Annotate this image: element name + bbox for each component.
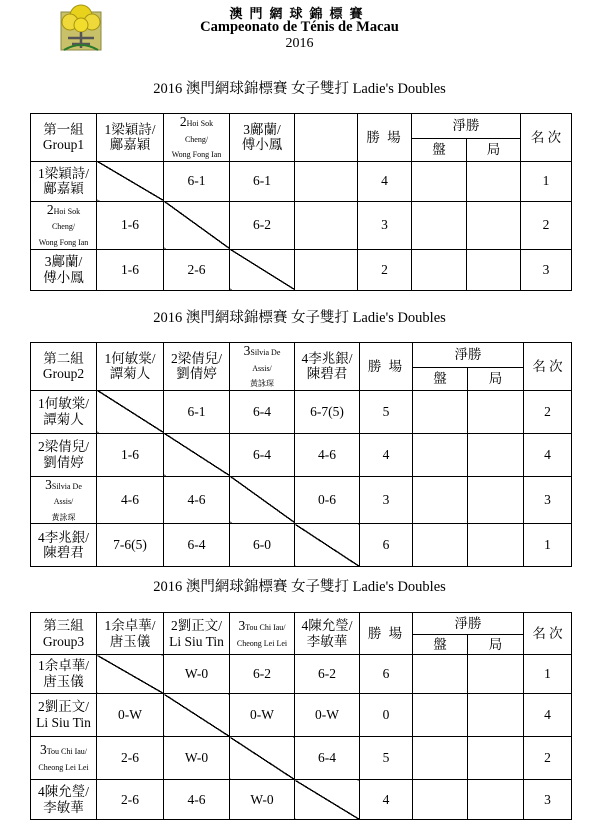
player-name-line1: 鄺蘭/ [249, 121, 281, 137]
player-name-line2: 劉倩婷 [176, 366, 217, 382]
games-cell [468, 694, 524, 737]
table-row [31, 161, 572, 201]
group-label [31, 343, 97, 391]
table-row [31, 655, 572, 694]
games-cell [468, 780, 524, 820]
player-column-header [164, 114, 230, 162]
group-label-cn: 第三組 [43, 617, 84, 633]
wins-cell: 4 [360, 780, 413, 820]
group-title: 2016 澳門網球錦標賽 女子雙打 Ladie's Doubles [153, 579, 446, 595]
score-cell: 6-4 [230, 390, 295, 433]
player-name-line2: Cheong Lei Lei [38, 763, 89, 772]
table-row [31, 433, 572, 476]
player-name-line2: 傅小鳳 [43, 269, 84, 285]
score-cell: 0-6 [295, 476, 360, 524]
games-cell [468, 433, 524, 476]
table-row [31, 390, 572, 433]
table-row [31, 780, 572, 820]
player-name-line1: 余卓華/ [44, 658, 89, 674]
score-cell: 1-6 [97, 433, 164, 476]
player-column-header [230, 343, 295, 391]
games-header: 局 [467, 138, 521, 161]
player-name-line1: Silvia De [250, 348, 281, 357]
player-number: 1 [37, 165, 45, 181]
rank-cell: 1 [521, 161, 572, 201]
player-name-line1: Silvia De [51, 481, 82, 491]
rank-cell: 4 [524, 694, 572, 737]
sets-cell [413, 476, 468, 524]
score-cell: 6-1 [164, 390, 230, 433]
wins-header: 勝 場 [360, 343, 413, 391]
rank-cell: 3 [521, 249, 572, 290]
net-wins-header: 淨勝 [413, 613, 524, 635]
wins-cell: 5 [360, 390, 413, 433]
player-column-header [295, 343, 360, 391]
title-portuguese: Campeonato de Ténis de Macau [200, 19, 399, 35]
score-cell: 1-6 [97, 201, 164, 249]
score-cell: W-0 [230, 780, 295, 820]
player-name-line1: 何敏棠/ [44, 396, 89, 412]
player-name-line3: Wong Fong Ian [171, 150, 222, 160]
player-name-line1: 鄺蘭/ [51, 254, 83, 270]
score-cell: 7-6(5) [97, 524, 164, 567]
self-match-cell [230, 249, 295, 290]
wins-cell: 5 [360, 737, 413, 780]
player-name-line1: 梁倩兒/ [177, 350, 222, 366]
games-cell [467, 201, 521, 249]
table-row [31, 201, 572, 249]
wins-cell: 3 [360, 476, 413, 524]
score-cell: 4-6 [164, 780, 230, 820]
group-table [30, 342, 572, 567]
player-number: 3 [45, 476, 52, 492]
player-column-header [97, 114, 164, 162]
table-row [31, 476, 572, 524]
player-name-line1: 劉正文/ [44, 699, 89, 715]
sets-cell [412, 201, 467, 249]
player-column-header [97, 613, 164, 655]
player-number: 4 [301, 350, 309, 366]
player-number: 1 [104, 617, 112, 633]
table-row [31, 249, 572, 290]
empty-cell [295, 161, 358, 201]
player-column-header [164, 613, 230, 655]
player-name-line2: 傅小鳳 [241, 137, 283, 153]
player-name-line1: 李兆銀/ [308, 350, 353, 366]
player-name-line1: Tou Chi Iau/ [245, 622, 286, 632]
player-name-line1: Hoi Sok [186, 119, 214, 128]
score-cell: 2-6 [97, 737, 164, 780]
title-year: 2016 [285, 36, 314, 51]
player-name-line1: 何敏棠/ [111, 350, 156, 366]
self-match-cell [97, 390, 164, 433]
player-name-line2: Cheng/ [184, 134, 209, 144]
player-row-header [31, 737, 97, 780]
group-label-en: Group2 [42, 366, 85, 382]
rank-cell: 1 [524, 655, 572, 694]
player-number: 1 [37, 396, 45, 412]
player-number: 4 [301, 617, 309, 633]
player-name-line2: 陳碧君 [306, 366, 348, 382]
player-name-line1: 梁穎詩/ [111, 121, 156, 137]
player-number: 1 [104, 121, 112, 137]
player-name-line2: Li Siu Tin [36, 715, 91, 730]
sets-cell [413, 737, 468, 780]
score-cell: 6-7(5) [295, 390, 360, 433]
wins-cell: 6 [360, 655, 413, 694]
sets-header: 盤 [413, 635, 468, 655]
player-row-header [31, 524, 97, 567]
player-name-line2: 李敏華 [43, 799, 84, 815]
games-header: 局 [468, 367, 524, 390]
group-table [30, 113, 572, 291]
wins-cell: 2 [358, 249, 412, 290]
player-column-header [97, 343, 164, 391]
player-name-line1: 梁穎詩/ [44, 165, 89, 181]
player-name-line2: Cheng/ [51, 222, 76, 232]
player-name-line3: 黃詠琛 [250, 379, 274, 389]
player-number: 1 [37, 658, 45, 674]
player-number: 3 [39, 742, 47, 758]
score-cell: 0-W [230, 694, 295, 737]
player-name-line2: Li Siu Tin [169, 633, 224, 649]
player-name-line2: 鄺嘉穎 [43, 181, 84, 197]
sets-cell [413, 390, 468, 433]
table-row [31, 694, 572, 737]
group-label-en: Group1 [42, 137, 85, 153]
rank-cell: 3 [524, 476, 572, 524]
player-name-line2: Cheong Lei Lei [236, 638, 288, 648]
score-cell: 6-1 [230, 161, 295, 201]
player-name-line1: 梁倩兒/ [44, 439, 89, 455]
games-cell [468, 476, 524, 524]
wins-header: 勝 場 [360, 613, 413, 655]
player-name-line3: Wong Fong Ian [38, 237, 89, 247]
player-name-line1: 余卓華/ [111, 617, 156, 633]
empty-cell [295, 201, 358, 249]
score-cell: 6-1 [164, 161, 230, 201]
player-column-header [295, 613, 360, 655]
games-cell [468, 524, 524, 567]
group-title: 2016 澳門網球錦標賽 女子雙打 Ladie's Doubles [153, 81, 446, 97]
wins-cell: 4 [360, 433, 413, 476]
player-row-header [31, 390, 97, 433]
player-row-header [31, 780, 97, 820]
group-label-cn: 第一組 [43, 121, 84, 137]
player-row-header [31, 201, 97, 249]
score-cell: 4-6 [164, 476, 230, 524]
player-number: 4 [37, 529, 45, 545]
player-name-line2: 劉倩婷 [43, 454, 84, 470]
player-name-line2: 譚菊人 [43, 411, 84, 427]
net-wins-header: 淨勝 [412, 114, 521, 139]
group-label [31, 114, 97, 162]
sets-cell [413, 780, 468, 820]
games-cell [467, 249, 521, 290]
sets-cell [413, 433, 468, 476]
player-row-header [31, 249, 97, 290]
player-name-line2: Assis/ [53, 497, 74, 507]
self-match-cell [97, 655, 164, 694]
player-name-line2: 唐玉儀 [109, 633, 151, 649]
games-cell [468, 655, 524, 694]
player-number: 4 [37, 783, 45, 799]
player-number: 2 [170, 350, 178, 366]
player-row-header [31, 694, 97, 737]
player-number: 2 [37, 699, 45, 715]
score-cell: 0-W [295, 694, 360, 737]
score-cell: 6-2 [295, 655, 360, 694]
player-name-line1: Hoi Sok [53, 206, 81, 216]
player-row-header [31, 655, 97, 694]
player-name-line1: Tou Chi Iau/ [46, 747, 88, 757]
rank-header: 名 次 [524, 613, 572, 655]
player-name-line1: 陳允瑩/ [308, 617, 353, 633]
table-row [31, 524, 572, 567]
games-cell [467, 161, 521, 201]
player-column-header [164, 343, 230, 391]
player-name-line2: 唐玉儀 [43, 674, 84, 689]
player-name-line2: 李敏華 [306, 633, 348, 649]
rank-cell: 2 [524, 390, 572, 433]
sets-cell [413, 524, 468, 567]
title-chinese: 澳門網球錦標賽 [229, 6, 370, 21]
player-name-line2: 譚菊人 [109, 366, 151, 382]
score-cell: 6-4 [295, 737, 360, 780]
player-name-line2: Assis/ [252, 363, 272, 373]
player-number: 3 [238, 617, 246, 633]
player-number: 2 [37, 439, 45, 455]
wins-cell: 6 [360, 524, 413, 567]
score-cell: 6-4 [230, 433, 295, 476]
rank-cell: 3 [524, 780, 572, 820]
player-number: 1 [104, 350, 112, 366]
score-cell: W-0 [164, 737, 230, 780]
games-cell [468, 737, 524, 780]
score-cell: 2-6 [164, 249, 230, 290]
wins-cell: 0 [360, 694, 413, 737]
sets-header: 盤 [413, 367, 468, 390]
player-number: 3 [243, 343, 251, 358]
table-row [31, 737, 572, 780]
self-match-cell [230, 476, 295, 524]
score-cell: 4-6 [97, 476, 164, 524]
wins-cell: 3 [358, 201, 412, 249]
score-cell: 6-0 [230, 524, 295, 567]
group-table [30, 612, 572, 820]
wins-cell: 4 [358, 161, 412, 201]
score-cell: 1-6 [97, 249, 164, 290]
player-name-line1: 陳允瑩/ [44, 783, 89, 799]
player-column-header [295, 114, 358, 162]
player-column-header [230, 114, 295, 162]
group-label-cn: 第二組 [43, 350, 84, 366]
score-cell: 2-6 [97, 780, 164, 820]
score-cell: 4-6 [295, 433, 360, 476]
sets-header: 盤 [412, 138, 467, 161]
rank-cell: 1 [524, 524, 572, 567]
games-cell [468, 390, 524, 433]
rank-cell: 2 [524, 737, 572, 780]
group-label [31, 613, 97, 655]
player-name-line2: 鄺嘉穎 [109, 137, 151, 153]
score-cell: 0-W [97, 694, 164, 737]
player-name-line2: 陳碧君 [43, 545, 84, 561]
score-cell: 6-4 [164, 524, 230, 567]
player-name-line1: 劉正文/ [177, 617, 222, 633]
player-number: 3 [44, 254, 52, 270]
self-match-cell [295, 524, 360, 567]
self-match-cell [164, 201, 230, 249]
player-row-header [31, 433, 97, 476]
player-row-header [31, 161, 97, 201]
group-title: 2016 澳門網球錦標賽 女子雙打 Ladie's Doubles [153, 310, 446, 326]
sets-cell [412, 249, 467, 290]
player-name-line3: 黃詠琛 [51, 512, 76, 522]
empty-cell [295, 249, 358, 290]
net-wins-header: 淨勝 [413, 343, 524, 368]
self-match-cell [164, 694, 230, 737]
player-number: 3 [243, 121, 250, 137]
player-number: 2 [170, 617, 178, 633]
player-row-header [31, 476, 97, 524]
score-cell: 6-2 [230, 655, 295, 694]
rank-cell: 4 [524, 433, 572, 476]
self-match-cell [295, 780, 360, 820]
rank-header: 名 次 [524, 343, 572, 391]
sets-cell [412, 161, 467, 201]
player-number: 2 [46, 201, 54, 217]
games-header: 局 [468, 635, 524, 655]
rank-cell: 2 [521, 201, 572, 249]
rank-header: 名 次 [521, 114, 572, 162]
player-number: 2 [179, 114, 187, 129]
self-match-cell [164, 433, 230, 476]
player-name-line1: 李兆銀/ [44, 529, 89, 545]
sets-cell [413, 655, 468, 694]
wins-header: 勝 場 [358, 114, 412, 162]
self-match-cell [230, 737, 295, 780]
sets-cell [413, 694, 468, 737]
score-cell: 6-2 [230, 201, 295, 249]
group-label-en: Group3 [42, 633, 85, 649]
self-match-cell [97, 161, 164, 201]
score-cell: W-0 [164, 655, 230, 694]
player-column-header [230, 613, 295, 655]
